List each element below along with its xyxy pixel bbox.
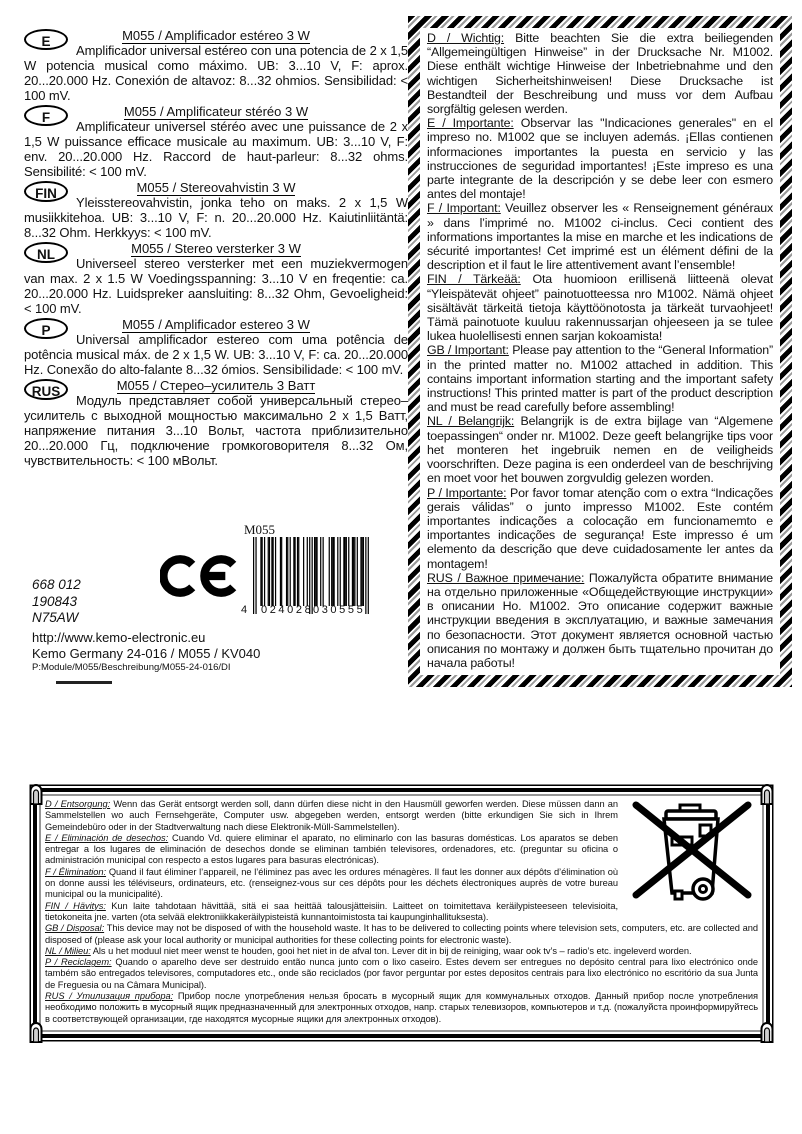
section-title: M055 / Stereo versterker 3 W	[131, 241, 301, 256]
important-notice-box	[408, 16, 792, 687]
disposal-paragraph: NL / Milieu: Als u het moduul niet meer wenst te houden, gooi het niet in de afval ton. Lever dit in bij de reiniging, waar ook tv’s – radio’s etc. ingeleverd worden.	[45, 945, 692, 956]
notice-header: D / Wichtig:	[427, 31, 505, 45]
corner-ornament-icon	[760, 1021, 774, 1043]
section-title: M055 / Amplificador estereo 3 W	[122, 317, 310, 332]
barcode-digits-right: 030555	[313, 604, 366, 616]
company-line: Kemo Germany 24-016 / M055 / KV040	[32, 646, 261, 661]
section-body: Universeel stereo versterker met een muziekvermogen van max. 2 x 1.5 W Voedingsspanning: 3...10 V en freqentie: ca. 20...20.000 Hz. Luidspreker aansluiting: 8...32 Ohm, Gevoeligheid: < 100 mV.	[24, 256, 408, 316]
language-badge: RUS	[24, 379, 68, 400]
disposal-header: F / Élimination:	[45, 866, 107, 877]
disposal-paragraph: P / Reciclagem: Quando o aparelho deve ser destruido então nunca junto com o lixo caseiro. Estes devem ser entregues no depósito central para lixo electrónico onde também são entregados televisores, computadores etc., onde são reciclados (por favor perguntar por estes depositos centrais para lixo electrónico no escritório da sua Junta de Freguesia ou na Câmara Municipal).	[45, 957, 758, 990]
barcode-digit-first: 4	[241, 604, 248, 616]
section-body: Amplificateur universel stéréo avec une puissance de 2 x 1,5 W puissance efficace musicale au maximum. UB: 3...10 V, F: env. 20...20.000 Hz. Raccord de haut-parleur: 8...32 ohms. Sensibilité: < 100 mV.	[24, 119, 408, 179]
part-number-line: N75AW	[32, 610, 79, 625]
notice-header: GB / Important:	[427, 343, 509, 358]
ean13-barcode	[243, 524, 367, 646]
website-url: http://www.kemo-electronic.eu	[32, 630, 206, 645]
corner-ornament-icon	[29, 1021, 43, 1043]
disposal-header: RUS / Утилизация прибора:	[45, 991, 174, 1002]
notice-paragraph: NL / Belangrijk: Belangrijk is de extra bijlage van “Algemene toepassingen“ onder nr. M1002. Deze geeft belangrijke tips voor het monteren het ingebruik nemen en de veiligheids voorschriften. Deze pagina is een onderdeel van de beschrijving en moet voor het bouwen zorgvuldig gelezen worden.	[427, 414, 773, 486]
document-path: P:Module/M055/Beschreibung/M055-24-016/DI	[32, 662, 231, 673]
language-section-nl	[24, 241, 408, 316]
ce-mark-icon	[160, 546, 242, 611]
notice-paragraph: FIN / Tärkeää: Ota huomioon erillisenä liitteenä olevat “Yleispätevät ohjeet” painotuotteessa nro M1002. Nämä ohjeet sisältävät tärkeitä tietoja käyttöönotosta ja tärkeät turvaohjeet! Tämä painotuote kuuluu rakennussarjan ohjeeseen ja se tulee lukea huolellisesti ennen sarjan kokoamista!	[427, 272, 773, 344]
notice-paragraph: D / Wichtig: Bitte beachten Sie die extra beiliegenden “Allgemeingültigen Hinweise” in der Drucksache Nr. M1002. Diese enthält wichtige Hinweise der Inbetriebnahme und den wichtigen Sicherheitshinweisen! Diese Drucksache ist Bestandteil der Beschreibung und muss vor dem Aufbau sorgfältig gelesen werden.	[427, 31, 774, 117]
footer-rule	[56, 681, 112, 684]
notice-header: RUS / Важное примечание:	[427, 570, 585, 585]
disposal-paragraph: FIN / Hävitys: Kun laite tahdotaan hävittää, sitä ei saa heittää talousjätteisiin. Laitteet on toimitettava keräilypisteeseen televisioita, tietokoneita jne. varten (ota selvää elektroniikkakeräilypisteistä kunnantoimistosta tai kaupunginhallituksesta).	[45, 900, 618, 922]
section-body: Модуль представляет собой универсальный стерео–усилитель с выходной мощностью максимально 2 х 1,5 Ватт, напряжение питания 3...10 Вольт, частота приблизительно 20...20.000 Гц, подключение громкоговорителя 8...32 Ом, чувствительность: < 100 мВольт.	[24, 393, 408, 468]
notice-paragraph: P / Importante: Por favor tomar atenção com o extra “Indicações gerais válidas” o junto impresso M1002. Este contém importantes indicações a colocação em funcionamemto e importantes indicações de segurança! Este impresso é um elemento da descrição que deve cuidadosamente ler antes da montagem!	[427, 485, 773, 571]
notice-header: FIN / Tärkeää:	[427, 272, 521, 287]
corner-ornament-icon	[29, 783, 43, 805]
disposal-header: NL / Milieu:	[45, 945, 91, 956]
notice-content	[420, 28, 780, 675]
notice-header: F / Important:	[427, 201, 501, 216]
part-numbers	[32, 577, 81, 627]
notice-header: NL / Belangrijk:	[427, 414, 515, 429]
language-section-f	[24, 104, 408, 179]
language-section-fin	[24, 180, 408, 240]
language-badge: P	[24, 318, 68, 339]
section-title: M055 / Amplificateur stéréo 3 W	[123, 104, 309, 119]
crossed-out-wheelie-bin-icon	[628, 799, 756, 901]
corner-ornament-icon	[760, 783, 774, 805]
language-badge: F	[24, 105, 68, 126]
left-column	[24, 28, 408, 469]
disposal-paragraph: RUS / Утилизация прибора: Прибор после употребления нельзя бросать в мусорный ящик для коммунальных отходов. Данный прибор после употребления необходимо положить в мусорный ящик предназначенный для электронных отходов, напр. старых телевизоров, компьютеров и т.д. (пожалуйста проинформируйтесь в соответствующей организации, где находятся мусорные ящики для электронных отходов).	[45, 991, 758, 1024]
section-title: M055 / Стерео–усилитель 3 Ватт	[116, 378, 316, 393]
language-section-rus	[24, 378, 408, 468]
disposal-paragraph: D / Entsorgung: Wenn das Gerät entsorgt werden soll, dann dürfen diese nicht in den Hausmüll geworfen werden. Diese müssen dann an Sammelstellen wo auch Fernsehgeräte, Computer usw. abgegeben werden, entsorgt werden (bitte erkundigen Sie sich in Ihrem Gemeindebüro oder in der Stadtverwaltung nach diese Elektronik-Müll-Sammelstellen).	[45, 799, 618, 832]
disposal-header: E / Eliminación de desechos:	[45, 832, 169, 843]
section-body: Yleisstereovahvistin, jonka teho on maks. 2 x 1,5 W musiikkitehoa. UB: 3...10 V, F: n. 20...20.000 Hz. Kaiutinliitäntä: 8...32 Ohm. Herkkyys: < 100 mV.	[24, 195, 408, 240]
disposal-header: FIN / Hävitys:	[45, 900, 106, 911]
disposal-paragraph: E / Eliminación de desechos: Cuando Vd. quiere eliminar el aparato, no eliminarlo con las basuras domésticas. Los aparatos se deben entregar a los lugares de eliminación de desechos donde se eliminan también televisores, ordenadores, etc. (preguntar su oficina o administración municipal con respecto a estos lugares para basuras electrónicas).	[45, 832, 618, 866]
barcode-digits-left: 024028	[261, 604, 314, 616]
notice-header: E / Importante:	[427, 116, 514, 131]
barcode-label: M055	[244, 522, 276, 537]
section-body: Amplificador universal estéreo con una potencia de 2 x 1,5 W potencia musical como máximo. UB: 3...10 V, F: aprox. 20...20.000 Hz. Conexión de altavoz: 8...32 ohmios. Sensibilidad: < 100 mV.	[24, 43, 408, 103]
section-title: M055 / Amplificador estéreo 3 W	[122, 28, 310, 43]
disposal-info-box	[33, 788, 770, 1038]
section-title: M055 / Stereovahvistin 3 W	[136, 180, 296, 195]
disposal-paragraph: F / Élimination: Quand il faut éliminer l’appareil, ne l’éliminez pas avec les ordures ménagères. Il faut les donner aux dépôts d’élimination où on donne aussi les téléviseurs, ordinateurs, etc. (renseignez-vous sur ces dépôts pour les déchets électroniques auprès de votre bureau municipal ou la municipalité).	[45, 866, 619, 900]
language-badge: E	[24, 29, 68, 50]
contact-block	[32, 630, 260, 674]
part-number-line: 668 012	[32, 577, 81, 592]
notice-paragraph: E / Importante: Observar las "Indicaciones generales" en el impreso no. M1002 que se incluyen además. ¡Ellas contienen informaciones importantes la puesta en servicio y las instrucciones de seguridad importantes! ¡Este impreso es una parte integrante de la descripción y se debe leer con esmero antes del montaje!	[427, 116, 773, 202]
language-badge: FIN	[24, 181, 68, 202]
language-section-e	[24, 28, 408, 103]
part-number-line: 190843	[32, 593, 78, 609]
section-body: Universal amplificador estereo com uma potência de potência musical máx. de 2 x 1,5 W. UB: 3...10 V, F: ca. 20...20.000 Hz. Conexão do alto-falante 8...32 ómios. Sensibilidade: < 100 mV.	[24, 332, 408, 377]
language-badge: NL	[24, 242, 68, 263]
notice-paragraph: RUS / Важное примечание: Пожалуйста обратите внимание на отдельно приложенные «Общедействующие инструкции» в описании Но. М1002. Это описание содержит важные инструкции введения в эксплуатацию, и важные замечания по безопасности. Этот документ является основной частью описания по монтажу и должен быть тщательно прочитан до начала работы!	[427, 570, 773, 670]
notice-paragraph: GB / Important: Please pay attention to the “General Information” in the printed matter no. M1002 attached in addition. This contains important information starting and the important safety instructions! This printed matter is part of the product description and must be read carefully before assembling!	[427, 343, 773, 415]
disposal-paragraph: GB / Disposal: This device may not be disposed of with the household waste. It has to be delivered to collecting points where television sets, computers, etc. are collected and disposed of (please ask your local authority or municipal authorities for these collecting points for electronic waste).	[45, 923, 758, 945]
language-section-p	[24, 317, 408, 377]
disposal-header: D / Entsorgung:	[45, 799, 111, 809]
disposal-header: P / Reciclagem:	[45, 957, 112, 968]
disposal-header: GB / Disposal:	[45, 923, 105, 934]
notice-header: P / Importante:	[427, 485, 507, 500]
notice-paragraph: F / Important: Veuillez observer les « Renseignement généraux » dans l’imprimé no. M1002 ci-inclus. Ceci contient des informations importantes la mise en marche et les indications de sécurité importantes! Cet imprimé est un élément défini de la description et il faut le lire attentivement avant l’ensemble!	[427, 201, 774, 273]
disposal-content	[45, 799, 758, 1027]
